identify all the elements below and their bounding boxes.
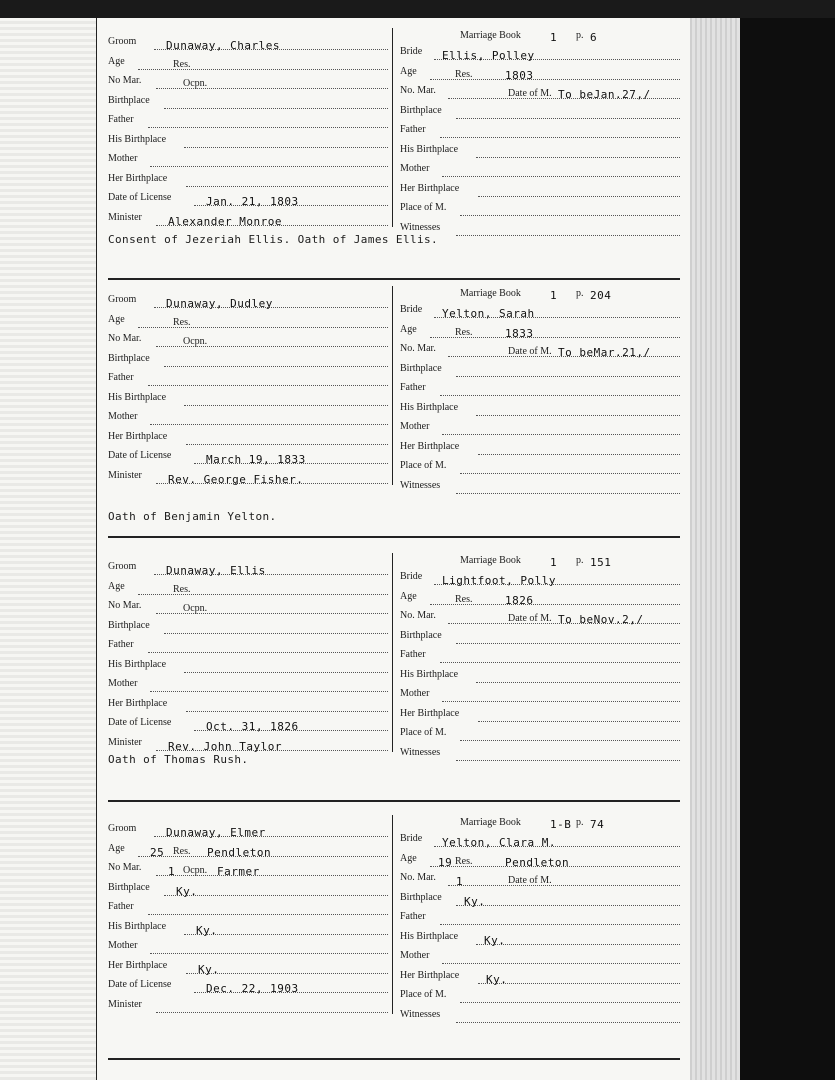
field-value: Lightfoot, Polly — [442, 574, 556, 587]
field-label: Age — [400, 65, 417, 77]
field-value: Pendleton — [505, 855, 570, 869]
field-label: Mother — [108, 411, 138, 422]
groom-field-row — [108, 639, 388, 657]
scan-right-margin — [690, 18, 740, 1080]
field-label: His Birthplace — [108, 391, 167, 403]
field-value: Dunaway, Elmer — [166, 826, 266, 839]
field-label: Mother — [400, 688, 430, 699]
groom-field-row — [108, 882, 388, 900]
fill-line — [460, 1002, 680, 1003]
record-note: Oath of Benjamin Yelton. — [108, 510, 277, 523]
groom-field-row — [108, 600, 388, 618]
field-label: Birthplace — [108, 619, 150, 631]
fill-line — [442, 963, 680, 964]
marriage-record — [100, 553, 685, 793]
fill-line — [148, 127, 388, 128]
field-value: Rev. John Taylor — [168, 739, 282, 753]
field-value: 1803 — [505, 68, 534, 82]
bride-field-row — [400, 66, 680, 84]
fill-line — [440, 395, 680, 396]
groom-field-row — [108, 411, 388, 429]
groom-field-row — [108, 56, 388, 74]
field-label: Age — [108, 313, 125, 325]
bride-field-row — [400, 833, 680, 851]
field-label: No. Mar. — [400, 872, 436, 883]
field-label: Her Birthplace — [400, 969, 460, 981]
fill-line — [476, 944, 680, 945]
field-label: Res. — [455, 326, 473, 338]
field-value: Yelton, Sarah — [442, 307, 535, 320]
field-label: Birthplace — [400, 104, 442, 116]
field-label: p. — [576, 817, 584, 828]
fill-line — [442, 701, 680, 702]
field-label: Birthplace — [108, 352, 150, 364]
field-label: Mother — [108, 940, 138, 951]
field-value: Jan. 21, 1803 — [206, 195, 299, 208]
field-label: Groom — [108, 823, 137, 834]
groom-field-row — [108, 862, 388, 880]
bride-field-row — [400, 382, 680, 400]
groom-field-row — [108, 294, 388, 312]
groom-field-row — [108, 960, 388, 978]
fill-line — [456, 118, 680, 119]
field-label: Place of M. — [400, 989, 447, 1000]
field-label: Her Birthplace — [400, 182, 460, 194]
field-value: 1 — [168, 865, 176, 878]
bride-field-row — [400, 480, 680, 498]
record-separator — [108, 800, 680, 802]
bride-field-row — [400, 931, 680, 949]
field-label: Ocpn. — [183, 78, 208, 89]
scan-dark-edge — [740, 0, 835, 1080]
groom-field-row — [108, 921, 388, 939]
bride-field-row — [400, 402, 680, 420]
field-value: Ky. — [198, 962, 220, 976]
field-value: Dec. 22, 1903 — [206, 982, 299, 995]
field-label: Minister — [108, 736, 142, 748]
field-label: His Birthplace — [400, 143, 459, 155]
field-label: Place of M. — [400, 727, 447, 738]
bride-field-row — [400, 970, 680, 988]
field-label: His Birthplace — [400, 401, 459, 413]
field-label: Res. — [173, 58, 191, 70]
field-label: Ocpn. — [183, 336, 208, 347]
field-value: Ky. — [484, 933, 506, 947]
field-value: Ky. — [176, 884, 198, 898]
bride-field-row — [400, 1009, 680, 1027]
marriage-book-ref — [400, 553, 682, 571]
field-label: Witnesses — [400, 1008, 441, 1020]
field-label: Date of License — [108, 979, 172, 990]
field-label: Date of License — [108, 192, 172, 203]
field-label: Res. — [455, 68, 473, 80]
marriage-record — [100, 28, 685, 268]
field-value: Oct. 31, 1826 — [206, 720, 299, 733]
groom-field-row — [108, 75, 388, 93]
field-label: p. — [576, 288, 584, 299]
fill-line — [456, 1022, 680, 1023]
bride-field-row — [400, 441, 680, 459]
fill-line — [184, 147, 388, 148]
scan-left-margin — [0, 0, 96, 1080]
groom-field-row — [108, 353, 388, 371]
field-label: p. — [576, 555, 584, 566]
marriage-record — [100, 286, 685, 526]
page-number: 151 — [590, 556, 612, 569]
field-label: Res. — [455, 593, 473, 605]
field-label: Date of M. — [508, 875, 552, 886]
groom-field-row — [108, 940, 388, 958]
page-bottom-rule — [108, 1058, 680, 1060]
field-label: Witnesses — [400, 746, 441, 758]
groom-field-row — [108, 678, 388, 696]
field-label: Her Birthplace — [108, 172, 168, 184]
marriage-book-ref — [400, 815, 682, 833]
fill-line — [476, 157, 680, 158]
groom-field-row — [108, 581, 388, 599]
field-label: Witnesses — [400, 479, 441, 491]
groom-field-row — [108, 843, 388, 861]
field-label: Birthplace — [108, 881, 150, 893]
field-label: Birthplace — [400, 629, 442, 641]
field-value: 1833 — [505, 326, 534, 340]
groom-field-row — [108, 431, 388, 449]
bride-field-row — [400, 163, 680, 181]
groom-field-row — [108, 698, 388, 716]
field-value: Yelton, Clara M. — [442, 836, 556, 849]
field-label: Ocpn. — [183, 603, 208, 614]
fill-line — [164, 108, 388, 109]
bride-field-row — [400, 727, 680, 745]
field-label: Father — [108, 114, 134, 125]
field-label: Witnesses — [400, 221, 441, 233]
field-value: Dunaway, Charles — [166, 39, 280, 52]
field-label: Mother — [108, 153, 138, 164]
groom-field-row — [108, 134, 388, 152]
field-value: 1 — [456, 875, 464, 888]
field-value: To beMar.21,/ — [558, 346, 651, 359]
bride-field-row — [400, 324, 680, 342]
scan-top-edge — [0, 0, 835, 18]
field-label: Res. — [173, 316, 191, 328]
field-label: Age — [108, 842, 125, 854]
bride-field-row — [400, 202, 680, 220]
fill-line — [150, 691, 388, 692]
fill-line — [456, 376, 680, 377]
bride-field-row — [400, 46, 680, 64]
field-label: p. — [576, 30, 584, 41]
field-label: Mother — [108, 678, 138, 689]
fill-line — [186, 711, 388, 712]
field-value: 25 — [150, 845, 165, 859]
field-label: Her Birthplace — [108, 697, 168, 709]
fill-line — [156, 1012, 388, 1013]
bride-field-row — [400, 460, 680, 478]
field-label: No Mar. — [108, 333, 142, 344]
fill-line — [440, 924, 680, 925]
groom-field-row — [108, 717, 388, 735]
fill-line — [476, 682, 680, 683]
groom-field-row — [108, 372, 388, 390]
field-value: To beJan.27,/ — [558, 88, 651, 101]
fill-line — [456, 760, 680, 761]
fill-line — [148, 385, 388, 386]
groom-field-row — [108, 561, 388, 579]
field-label: Mother — [400, 421, 430, 432]
fill-line — [440, 137, 680, 138]
field-label: Place of M. — [400, 202, 447, 213]
field-label: Birthplace — [400, 362, 442, 374]
field-label: Minister — [108, 211, 142, 223]
field-value: Dunaway, Ellis — [166, 564, 266, 577]
groom-field-row — [108, 450, 388, 468]
field-value: Ellis, Polley — [442, 49, 535, 62]
field-label: His Birthplace — [400, 930, 459, 942]
record-separator — [108, 536, 680, 538]
field-label: Her Birthplace — [108, 959, 168, 971]
field-label: Place of M. — [400, 460, 447, 471]
field-label: Groom — [108, 36, 137, 47]
field-value: Rev. George Fisher. — [168, 472, 304, 486]
field-value: Ky. — [196, 923, 218, 937]
fill-line — [150, 424, 388, 425]
groom-field-row — [108, 823, 388, 841]
field-value: Pendleton — [207, 845, 272, 859]
book-number: 1 — [550, 556, 558, 569]
fill-line — [184, 405, 388, 406]
bride-field-row — [400, 85, 680, 103]
field-label: Minister — [108, 998, 142, 1010]
groom-field-row — [108, 737, 388, 755]
field-label: Bride — [400, 46, 423, 57]
field-label: Date of M. — [508, 88, 552, 99]
bride-field-row — [400, 571, 680, 589]
bride-field-row — [400, 183, 680, 201]
field-label: Age — [400, 852, 417, 864]
fill-line — [186, 444, 388, 445]
groom-field-row — [108, 95, 388, 113]
groom-field-row — [108, 901, 388, 919]
record-note: Oath of Thomas Rush. — [108, 753, 249, 766]
fill-line — [442, 434, 680, 435]
column-divider — [392, 815, 393, 1014]
field-label: His Birthplace — [108, 920, 167, 932]
field-label: Res. — [455, 855, 473, 867]
field-label: Date of M. — [508, 613, 552, 624]
groom-field-row — [108, 314, 388, 332]
groom-field-row — [108, 392, 388, 410]
groom-field-row — [108, 212, 388, 230]
groom-field-row — [108, 36, 388, 54]
field-value: Alexander Monroe — [168, 214, 282, 228]
fill-line — [456, 905, 680, 906]
marriage-book-ref — [400, 286, 682, 304]
fill-line — [460, 473, 680, 474]
field-label: Res. — [173, 583, 191, 595]
field-label: Mother — [400, 163, 430, 174]
field-value: 1826 — [505, 593, 534, 607]
bride-field-row — [400, 630, 680, 648]
field-label: Marriage Book — [460, 555, 521, 566]
field-label: Groom — [108, 294, 137, 305]
fill-line — [448, 885, 680, 886]
fill-line — [478, 454, 680, 455]
field-label: Age — [108, 580, 125, 592]
field-label: Mother — [400, 950, 430, 961]
field-label: Father — [400, 911, 426, 922]
field-label: Father — [400, 124, 426, 135]
field-value: Farmer — [217, 865, 260, 878]
marriage-book-ref — [400, 28, 682, 46]
field-label: Her Birthplace — [108, 430, 168, 442]
fill-line — [164, 895, 388, 896]
field-label: No. Mar. — [400, 85, 436, 96]
field-label: Date of License — [108, 450, 172, 461]
fill-line — [440, 662, 680, 663]
field-label: Ocpn. — [183, 865, 208, 876]
field-value: Ky. — [464, 894, 486, 908]
fill-line — [460, 215, 680, 216]
field-value: 19 — [438, 855, 453, 869]
page-border — [96, 18, 97, 1080]
fill-line — [456, 235, 680, 236]
bride-field-row — [400, 591, 680, 609]
bride-field-row — [400, 950, 680, 968]
field-label: Date of License — [108, 717, 172, 728]
groom-field-row — [108, 333, 388, 351]
bride-field-row — [400, 911, 680, 929]
groom-field-row — [108, 999, 388, 1017]
bride-field-row — [400, 649, 680, 667]
groom-field-row — [108, 173, 388, 191]
field-label: Minister — [108, 469, 142, 481]
bride-field-row — [400, 222, 680, 240]
fill-line — [456, 643, 680, 644]
bride-field-row — [400, 688, 680, 706]
bride-field-row — [400, 124, 680, 142]
field-label: Birthplace — [400, 891, 442, 903]
bride-field-row — [400, 708, 680, 726]
bride-field-row — [400, 363, 680, 381]
fill-line — [150, 166, 388, 167]
page-number: 204 — [590, 289, 612, 302]
field-label: Father — [400, 649, 426, 660]
bride-field-row — [400, 144, 680, 162]
fill-line — [456, 493, 680, 494]
bride-field-row — [400, 105, 680, 123]
field-label: Father — [108, 901, 134, 912]
field-label: His Birthplace — [108, 133, 167, 145]
field-value: Dunaway, Dudley — [166, 297, 273, 310]
field-label: Marriage Book — [460, 288, 521, 299]
field-label: No Mar. — [108, 862, 142, 873]
field-label: Her Birthplace — [400, 440, 460, 452]
field-label: Birthplace — [108, 94, 150, 106]
field-label: Bride — [400, 833, 423, 844]
field-label: No. Mar. — [400, 343, 436, 354]
field-label: Father — [108, 639, 134, 650]
field-label: Res. — [173, 845, 191, 857]
bride-field-row — [400, 343, 680, 361]
field-label: Date of M. — [508, 346, 552, 357]
column-divider — [392, 553, 393, 752]
field-label: Age — [400, 590, 417, 602]
fill-line — [184, 672, 388, 673]
field-label: No. Mar. — [400, 610, 436, 621]
bride-field-row — [400, 304, 680, 322]
field-label: Father — [400, 382, 426, 393]
field-label: Bride — [400, 304, 423, 315]
field-label: Her Birthplace — [400, 707, 460, 719]
fill-line — [164, 633, 388, 634]
fill-line — [476, 415, 680, 416]
fill-line — [164, 366, 388, 367]
groom-field-row — [108, 192, 388, 210]
groom-field-row — [108, 153, 388, 171]
book-number: 1 — [550, 31, 558, 44]
field-label: Age — [108, 55, 125, 67]
fill-line — [478, 983, 680, 984]
bride-field-row — [400, 747, 680, 765]
bride-field-row — [400, 669, 680, 687]
fill-line — [460, 740, 680, 741]
page-number: 74 — [590, 818, 605, 831]
field-label: Groom — [108, 561, 137, 572]
groom-field-row — [108, 470, 388, 488]
page-number: 6 — [590, 31, 598, 44]
field-label: Bride — [400, 571, 423, 582]
groom-field-row — [108, 659, 388, 677]
column-divider — [392, 28, 393, 227]
marriage-record — [100, 815, 685, 1055]
book-number: 1-B — [550, 818, 572, 831]
record-note: Consent of Jezeriah Ellis. Oath of James Ellis. — [108, 233, 439, 246]
bride-field-row — [400, 421, 680, 439]
field-label: Marriage Book — [460, 817, 521, 828]
field-value: Ky. — [486, 972, 508, 986]
field-label: His Birthplace — [400, 668, 459, 680]
fill-line — [186, 186, 388, 187]
field-label: Age — [400, 323, 417, 335]
fill-line — [148, 652, 388, 653]
field-label: No Mar. — [108, 75, 142, 86]
fill-line — [442, 176, 680, 177]
field-label: Marriage Book — [460, 30, 521, 41]
column-divider — [392, 286, 393, 485]
field-label: Father — [108, 372, 134, 383]
field-value: March 19, 1833 — [206, 453, 306, 466]
groom-field-row — [108, 114, 388, 132]
fill-line — [478, 721, 680, 722]
bride-field-row — [400, 892, 680, 910]
fill-line — [150, 953, 388, 954]
bride-field-row — [400, 853, 680, 871]
book-number: 1 — [550, 289, 558, 302]
field-label: No Mar. — [108, 600, 142, 611]
fill-line — [148, 914, 388, 915]
groom-field-row — [108, 620, 388, 638]
field-value: To beNov.2,/ — [558, 613, 644, 626]
record-separator — [108, 278, 680, 280]
bride-field-row — [400, 989, 680, 1007]
bride-field-row — [400, 610, 680, 628]
field-label: His Birthplace — [108, 658, 167, 670]
fill-line — [478, 196, 680, 197]
groom-field-row — [108, 979, 388, 997]
bride-field-row — [400, 872, 680, 890]
